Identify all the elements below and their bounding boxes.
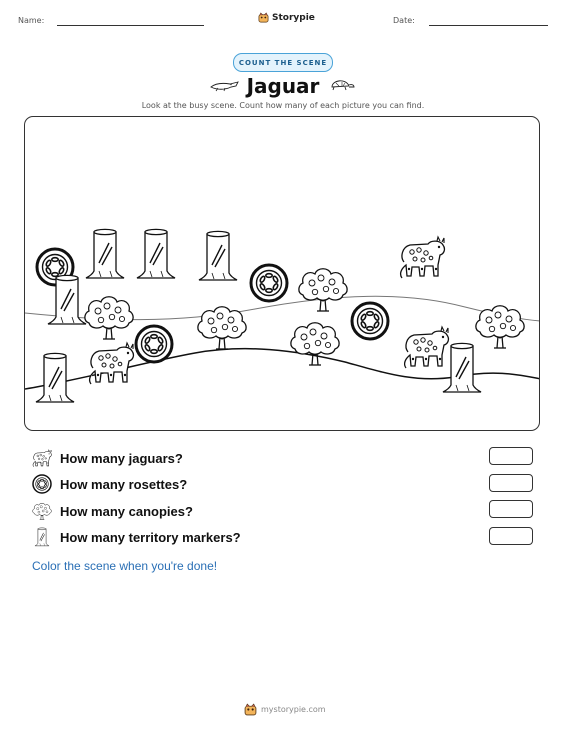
question-jaguars xyxy=(32,448,183,468)
date-label: Date: xyxy=(393,16,415,25)
canopy xyxy=(299,269,347,311)
closing-instruction: Color the scene when you're done! xyxy=(32,559,218,573)
territory-marker xyxy=(86,229,124,278)
jaguar xyxy=(405,327,449,368)
instructions-text: Look at the busy scene. Count how many of each picture you can find. xyxy=(141,101,425,110)
busy-scene xyxy=(24,116,540,431)
answer-box-rosettes[interactable] xyxy=(489,474,533,492)
question-text: How many rosettes? xyxy=(60,476,188,492)
date-line[interactable] xyxy=(429,25,548,26)
question-text: How many canopies? xyxy=(60,503,193,519)
name-line[interactable] xyxy=(57,25,204,26)
territory-marker xyxy=(137,229,175,278)
question-canopies xyxy=(32,501,193,521)
question-territory-markers xyxy=(32,527,241,547)
brand-logo xyxy=(258,12,315,23)
answer-box-jaguars[interactable] xyxy=(489,447,533,465)
territory-marker-icon xyxy=(32,527,52,547)
rosette xyxy=(352,303,388,339)
answer-box-canopies[interactable] xyxy=(489,500,533,518)
activity-badge: COUNT THE SCENE xyxy=(233,53,333,72)
canopy xyxy=(476,306,524,348)
storypie-logo-icon xyxy=(258,12,269,23)
jaguar-icon xyxy=(32,448,52,468)
brand-name: Storypie xyxy=(272,12,315,23)
canopy xyxy=(85,297,133,339)
turtle-icon xyxy=(328,76,356,94)
footer-url[interactable]: mystorypie.com xyxy=(261,705,326,714)
question-text: How many jaguars? xyxy=(60,450,183,466)
territory-marker xyxy=(36,353,74,402)
rosette-icon xyxy=(32,474,52,494)
question-text: How many territory markers? xyxy=(60,529,241,545)
name-label: Name: xyxy=(18,16,45,25)
rosette xyxy=(136,326,172,362)
rosette xyxy=(251,265,287,301)
question-rosettes xyxy=(32,474,187,494)
canopy xyxy=(198,307,246,349)
storypie-logo-icon xyxy=(244,703,257,716)
territory-marker xyxy=(199,231,237,280)
canopy-icon xyxy=(32,501,52,521)
worksheet-header xyxy=(0,10,566,30)
jaguar xyxy=(90,343,134,384)
footer xyxy=(244,703,326,716)
page-title: Jaguar xyxy=(246,74,320,98)
jaguar xyxy=(401,237,445,278)
territory-marker xyxy=(443,343,481,392)
answer-box-territory-markers[interactable] xyxy=(489,527,533,545)
